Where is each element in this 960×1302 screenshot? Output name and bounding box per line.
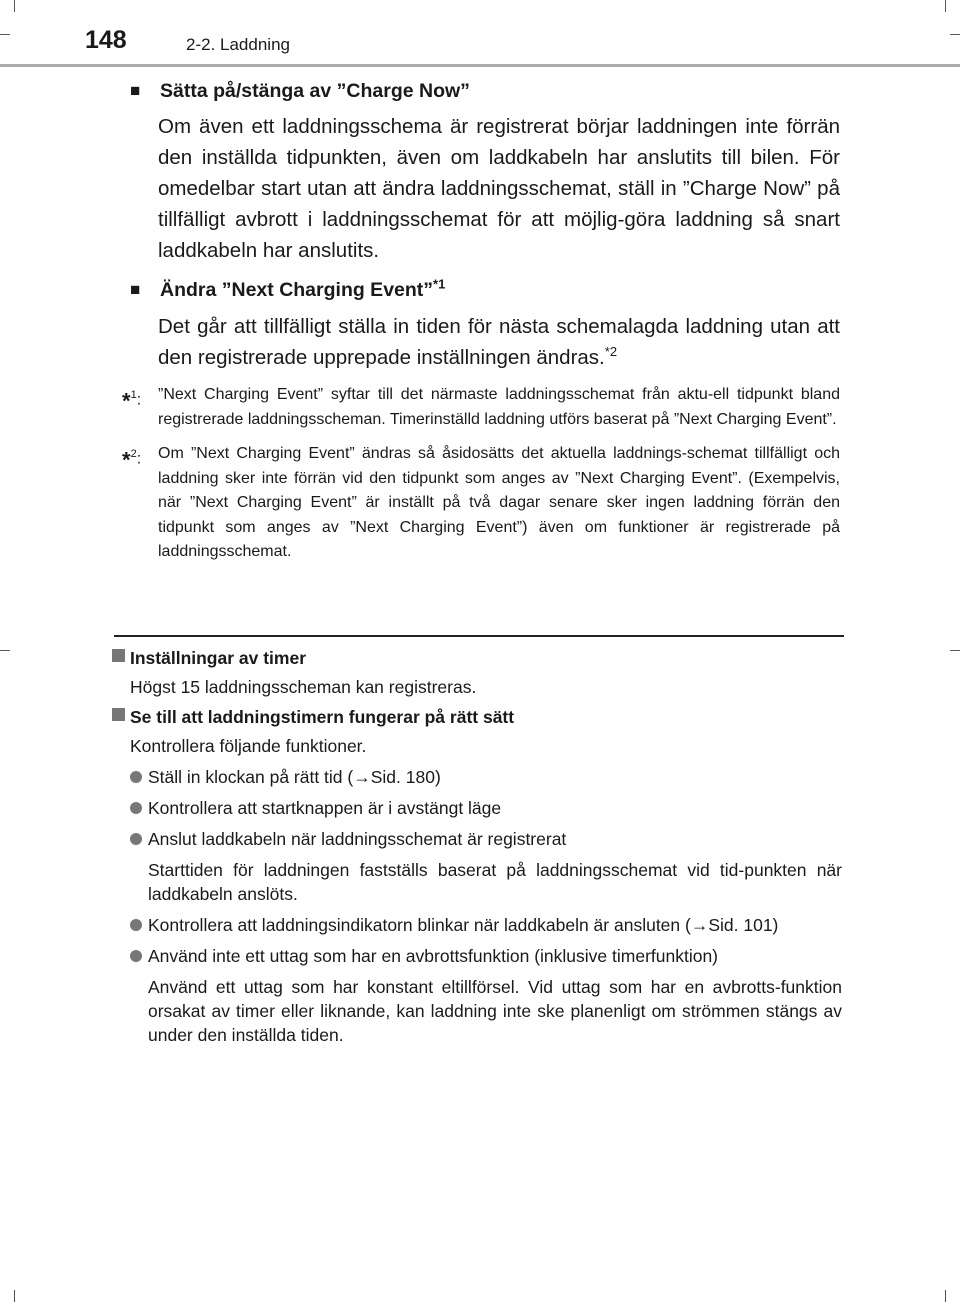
crop-mark (945, 0, 946, 12)
note-heading-check (112, 705, 842, 729)
list-item-text: Ställ in klockan på rätt tid (→Sid. 180) (148, 767, 441, 787)
list-item-text: Anslut laddkabeln när laddningsschemat är registrerat (148, 829, 567, 849)
list-item-detail: Använd ett uttag som har konstant eltillförsel. Vid uttag som har en avbrotts-funktion orsakat av timer eller liknande, kan laddning inte ske planenligt om strömmen stängs av under den inställda tiden. (148, 977, 842, 1045)
heading-charge-now (128, 78, 840, 104)
footnote-text: ”Next Charging Event” syftar till det närmaste laddningsschemat från aktu-ell tidpunkt bland registrerade laddningsscheman. Timerinställd laddning utförs baserat på ”Next Charging Event”. (158, 386, 840, 428)
footnote-text: Om ”Next Charging Event” ändras så åsidosätts det aktuella laddnings-schemat tillfälligt och laddning sker inte förrän vid den tidpunkt som anges av ”Next Charging Event”. (Exempelvis, när ”Next Charging Event” är inställt på två dagar senare sker ingen laddning förrän den tidpunkt som anges av ”Next Charging Event”) även om funktioner är registrerade på laddningsschemat. (158, 445, 840, 560)
square-bullet-icon: ■ (130, 81, 141, 100)
circle-bullet-icon (130, 802, 142, 814)
list-item (112, 827, 842, 851)
heading-text: Sätta på/stänga av ”Charge Now” (160, 80, 470, 102)
crop-mark (0, 650, 10, 651)
crop-mark (945, 1290, 946, 1302)
footnote-ref: *1 (433, 276, 446, 292)
note-heading-text: Se till att laddningstimern fungerar på rätt sätt (130, 707, 515, 727)
paragraph-charge-now (128, 111, 840, 266)
crop-mark (0, 34, 10, 35)
heading-text: Ändra ”Next Charging Event” (160, 279, 434, 301)
list-item-text: Använd inte ett uttag som har en avbrottsfunktion (inklusive timerfunktion) (148, 946, 719, 966)
circle-bullet-icon (130, 771, 142, 783)
notes-section (112, 646, 842, 1047)
crop-mark (14, 1290, 15, 1302)
main-content (122, 78, 840, 565)
list-item (112, 944, 842, 968)
note-text: Kontrollera följande funktioner. (130, 736, 367, 756)
paragraph-next-event (128, 311, 840, 373)
circle-bullet-icon (130, 919, 142, 931)
square-bullet-icon: ■ (130, 280, 141, 299)
square-bullet-icon (112, 708, 125, 721)
list-item (112, 796, 842, 820)
square-bullet-icon (112, 649, 125, 662)
list-item (112, 913, 842, 937)
list-item-text: Kontrollera att startknappen är i avstängt läge (148, 798, 502, 818)
list-item-detail: Starttiden för laddningen fastställs baserat på laddningsschemat vid tid-punkten när laddkabeln anslöts. (148, 860, 842, 904)
crop-mark (950, 34, 960, 35)
paragraph-text: Det går att tillfälligt ställa in tiden för nästa schemalagda laddning utan att den registrerade upprepade inställningen ändras. (158, 315, 840, 369)
footnote-ref: *2 (604, 344, 618, 360)
list-item (112, 765, 842, 789)
header-divider (0, 64, 960, 67)
note-heading-timer (112, 646, 842, 670)
footnote-1 (122, 383, 840, 432)
note-text: Högst 15 laddningsscheman kan registreras. (130, 677, 477, 697)
note-heading-text: Inställningar av timer (130, 648, 307, 668)
crop-mark (14, 0, 15, 12)
circle-bullet-icon (130, 833, 142, 845)
crop-mark (950, 650, 960, 651)
heading-next-event (128, 277, 840, 303)
page-number: 148 (85, 26, 127, 54)
paragraph-text: Om även ett laddningsschema är registrerat börjar laddningen inte förrän den inställda tidpunkten, även om laddkabeln har anslutits till bilen. För omedelbar start utan att ändra laddningsschemat, ställ in ”Charge Now” på tillfälligt avbrott i laddningsschemat för att möjlig-göra laddning så snart laddkabeln har anslutits. (158, 115, 840, 262)
circle-bullet-icon (130, 950, 142, 962)
footnote-marker: *$^2$: (122, 447, 142, 473)
section-divider (114, 635, 844, 637)
footnote-2 (122, 442, 840, 565)
section-title: 2-2. Laddning (186, 35, 290, 54)
list-item-text: Kontrollera att laddningsindikatorn blinkar när laddkabeln är ansluten (→Sid. 101) (148, 915, 779, 935)
footnote-marker: *$^1$: (122, 388, 142, 414)
